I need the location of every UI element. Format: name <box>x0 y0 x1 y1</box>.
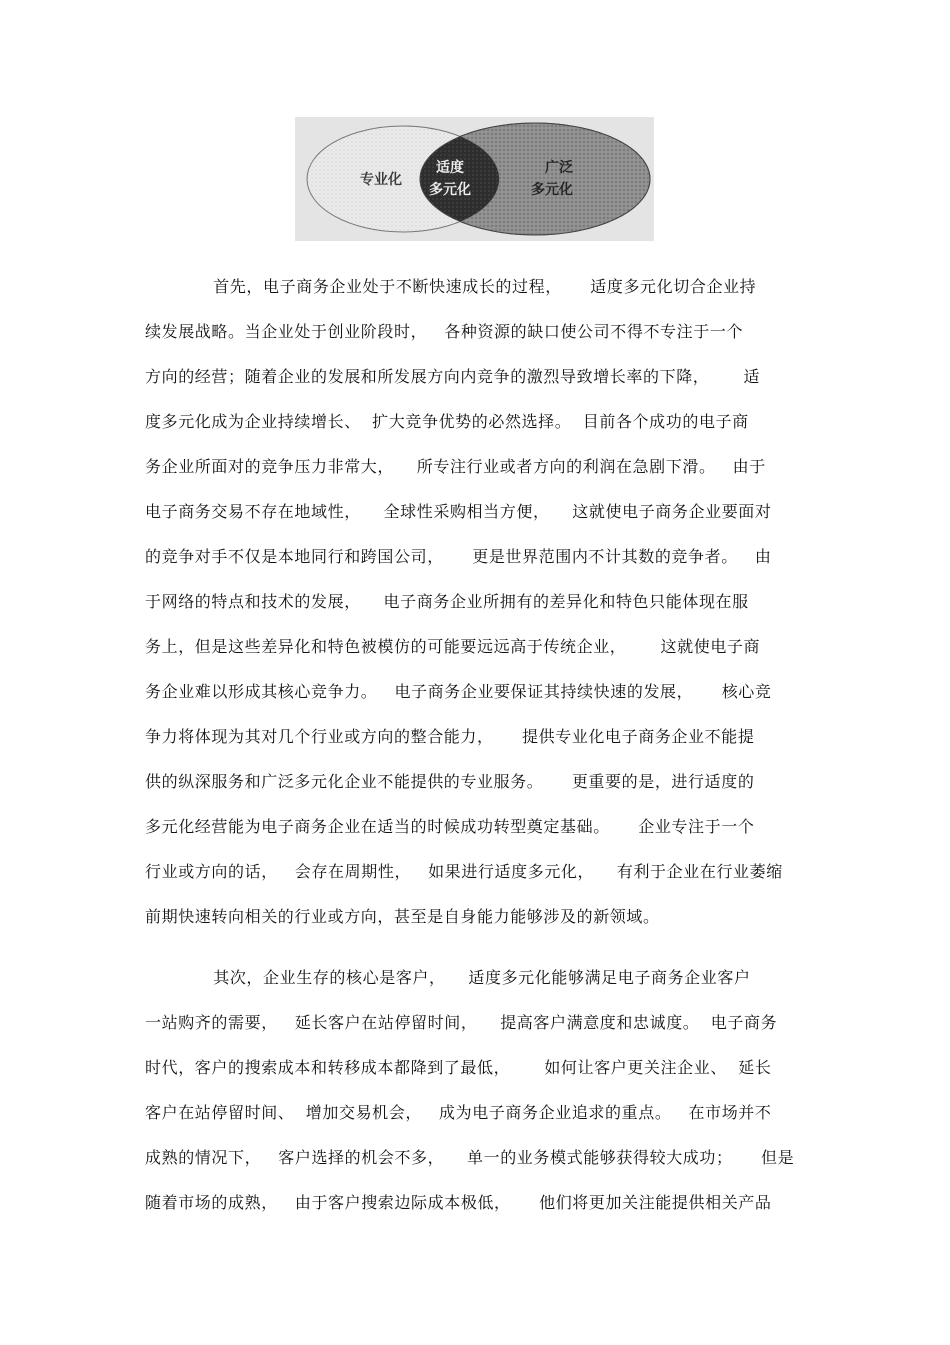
diversification-venn-figure <box>295 117 654 241</box>
text-line: 争力将体现为其对几个行业或方向的整合能力， 提供专业化电子商务企业不能提 <box>145 727 755 746</box>
center-label-line1: 适度 <box>436 160 464 176</box>
text-line: 的竞争对手不仅是本地同行和跨国公司， 更是世界范围内不计其数的竞争者。 由 <box>145 547 772 566</box>
text-line: 首先，电子商务企业处于不断快速成长的过程， 适度多元化切合企业持 <box>145 277 757 296</box>
text-line: 务上，但是这些差异化和特色被模仿的可能要远远高于传统企业， 这就使电子商 <box>145 637 761 656</box>
text-line: 其次，企业生存的核心是客户， 适度多元化能够满足电子商务企业客户 <box>145 968 751 987</box>
text-line: 客户在站停留时间、 增加交易机会， 成为电子商务企业追求的重点。 在市场并不 <box>145 1103 772 1122</box>
text-line: 方向的经营；随着企业的发展和所发展方向内竞争的激烈导致增长率的下降， 适 <box>145 367 761 386</box>
text-line: 务企业难以形成其核心竞争力。 电子商务企业要保证其持续快速的发展， 核心竞 <box>145 682 772 701</box>
text-line: 供的纵深服务和广泛多元化企业不能提供的专业服务。 更重要的是，进行适度的 <box>145 772 755 791</box>
text-line: 一站购齐的需要， 延长客户在站停留时间， 提高客户满意度和忠诚度。 电子商务 <box>145 1013 778 1032</box>
text-line: 随着市场的成熟， 由于客户搜索边际成本极低， 他们将更加关注能提供相关产品 <box>145 1193 772 1212</box>
text-line: 前期快速转向相关的行业或方向，甚至是自身能力能够涉及的新领域。 <box>145 907 660 926</box>
center-label-line2: 多元化 <box>429 182 471 198</box>
right-label-line1: 广泛 <box>545 160 573 176</box>
right-label-line2: 多元化 <box>531 182 573 198</box>
text-line: 度多元化成为企业持续增长、 扩大竞争优势的必然选择。 目前各个成功的电子商 <box>145 412 749 431</box>
left-label: 专业化 <box>360 172 402 188</box>
text-line: 行业或方向的话， 会存在周期性， 如果进行适度多元化， 有利于企业在行业萎缩 <box>145 862 783 881</box>
text-line: 续发展战略。当企业处于创业阶段时， 各种资源的缺口使公司不得不专注于一个 <box>145 322 744 341</box>
text-line: 成熟的情况下， 客户选择的机会不多， 单一的业务模式能够获得较大成功； 但是 <box>145 1148 795 1167</box>
text-line: 时代，客户的搜索成本和转移成本都降到了最低， 如何让客户更关注企业、 延长 <box>145 1058 772 1077</box>
text-line: 于网络的特点和技术的发展， 电子商务企业所拥有的差异化和特色只能体现在服 <box>145 592 749 611</box>
text-line: 务企业所面对的竞争压力非常大， 所专注行业或者方向的利润在急剧下滑。 由于 <box>145 457 766 476</box>
paragraph-second <box>145 955 810 1225</box>
paragraph-first <box>145 264 810 939</box>
text-line: 多元化经营能为电子商务企业在适当的时候成功转型奠定基础。 企业专注于一个 <box>145 817 755 836</box>
text-line: 电子商务交易不存在地域性， 全球性采购相当方便， 这就使电子商务企业要面对 <box>145 502 772 521</box>
